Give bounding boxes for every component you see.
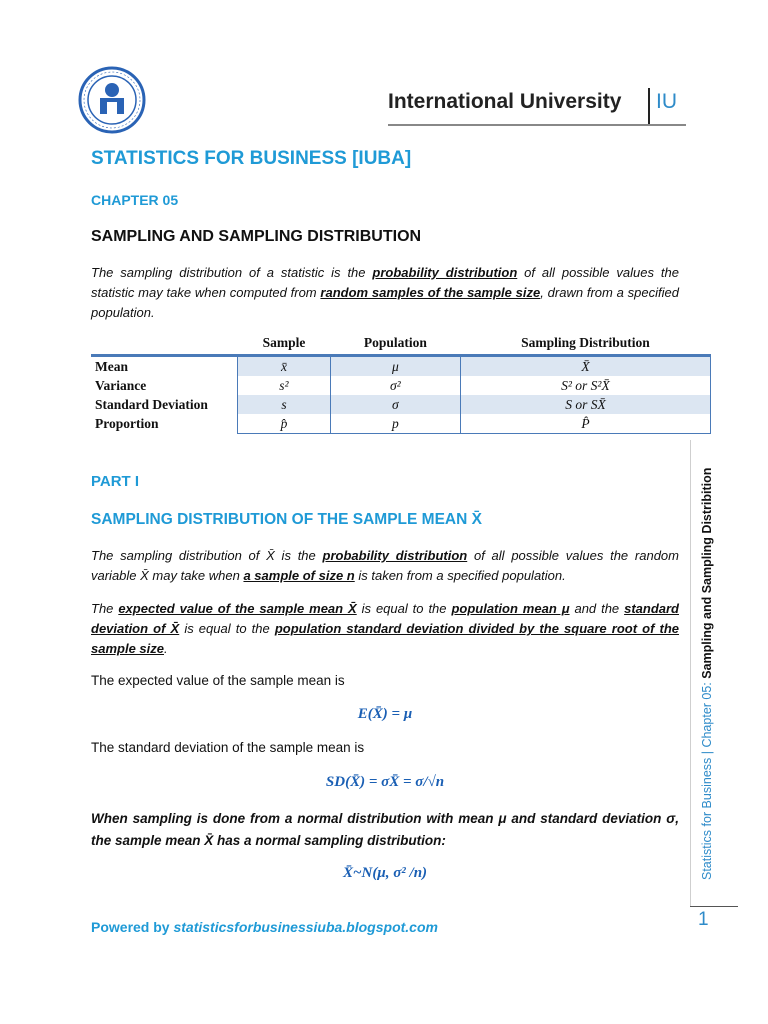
intro-paragraph: The sampling distribution of a statistic is the probability distribution of all possible values the statistic may take when computed from random samples of the sample size, drawn from a specified population. xyxy=(91,265,679,320)
standard-deviation-label: The standard deviation of the sample mean is xyxy=(91,740,365,755)
side-divider xyxy=(690,440,691,906)
footer-credit: Powered by statisticsforbusinessiuba.blogspot.com xyxy=(91,919,438,935)
table-row: Standard Deviation s σ S or SX̄ xyxy=(91,395,711,414)
formula-standard-deviation: SD(X̄) = σX̄ = σ/√n xyxy=(325,774,445,790)
section-title: SAMPLING AND SAMPLING DISTRIBUTION xyxy=(91,228,422,245)
part-label: PART I xyxy=(91,473,140,490)
underline-term: a sample of size n xyxy=(243,568,355,583)
underline-term: probability distribution xyxy=(322,548,468,563)
definition-paragraph: The sampling distribution of X̄ is the probability distribution of all possible values the random variable X̄ may take when a sample of size n is taken from a specified population. xyxy=(91,548,679,583)
chapter-label: CHAPTER 05 xyxy=(91,192,179,208)
property-paragraph: The expected value of the sample mean X̄ is equal to the population mean μ and the standard deviation of X̄ is equal to the population standard deviation divided by the square root of the sample size. xyxy=(91,601,680,656)
document-title: STATISTICS FOR BUSINESS [IUBA] xyxy=(91,148,412,169)
table-header: Population xyxy=(330,333,460,356)
table-row: Mean x̄ μ X̄ xyxy=(91,356,711,377)
underline-term: random samples of the sample size xyxy=(320,285,541,300)
page-number: 1 xyxy=(698,909,709,930)
header-separator xyxy=(648,88,650,126)
table-row: Variance s² σ² S² or S²X̄ xyxy=(91,376,711,395)
part-title: SAMPLING DISTRIBUTION OF THE SAMPLE MEAN X̄ xyxy=(91,511,482,528)
university-name: International University xyxy=(388,90,622,113)
university-abbr: IU xyxy=(656,90,677,113)
side-running-header: Statistics for Business | Chapter 05: Sampling and Sampling Distribition xyxy=(700,467,714,880)
formula-normal-distribution: X̄~N(μ, σ² /n) xyxy=(342,865,428,881)
header-rule xyxy=(388,124,686,126)
page-number-rule xyxy=(690,906,738,907)
underline-term: probability distribution xyxy=(372,265,518,280)
footer-site-link[interactable]: statisticsforbusinessiuba.blogspot.com xyxy=(173,919,438,935)
table-header: Sampling Distribution xyxy=(460,333,710,356)
formula-expected-value: E(X̄) = μ xyxy=(357,706,413,722)
university-logo-icon xyxy=(78,66,146,134)
table-row: Proportion p̂ p P̂ xyxy=(91,414,711,434)
table-header: Sample xyxy=(238,333,331,356)
notation-table xyxy=(91,333,711,434)
normal-distribution-paragraph: When sampling is done from a normal distribution with mean μ and standard deviation σ, the sample mean X̄ has a normal sampling distribution: xyxy=(91,811,679,848)
expected-value-label: The expected value of the sample mean is xyxy=(91,673,345,688)
